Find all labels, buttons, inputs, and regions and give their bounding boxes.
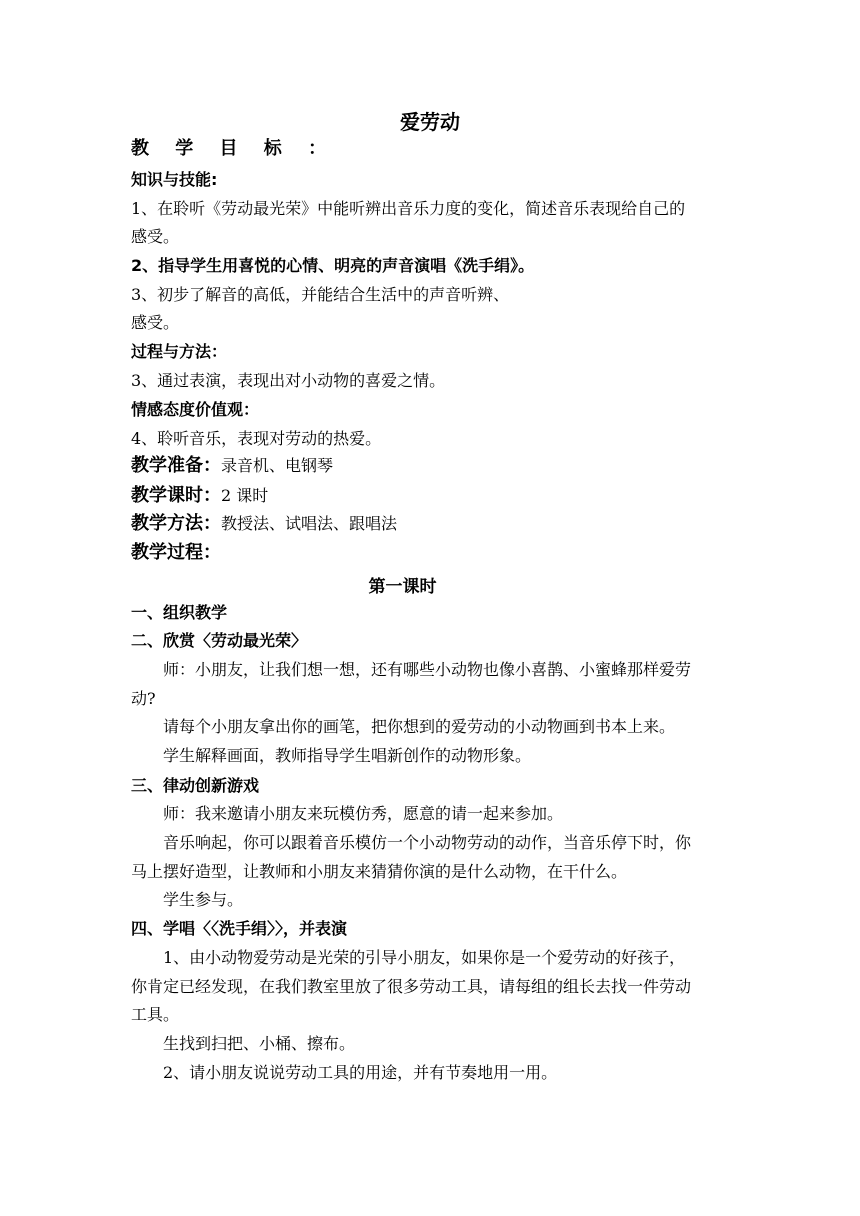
procedure-label: 教学过程：: [131, 542, 221, 563]
prep-label: 教学准备：: [131, 455, 221, 476]
section-4-para-1-line-2: 你肯定已经发现，在我们教室里放了很多劳动工具，请每组的组长去找一件劳动: [131, 977, 692, 996]
section-4-para-3: 2、请小朋友说说劳动工具的用途，并有节奏地用一用。: [163, 1063, 558, 1082]
section-4-heading: 四、学唱〈〈洗手绢〉〉，并表演: [131, 919, 348, 938]
section-2-para-1-line-2: 动?: [131, 689, 156, 708]
emotion-item-4: 4、聆听音乐，表现对劳动的热爱。: [131, 429, 382, 448]
hours-value: 2 课时: [221, 486, 269, 505]
hours-label: 教学课时：: [131, 485, 221, 506]
method-value: 教授法、试唱法、跟唱法: [221, 514, 398, 533]
document-title: 爱劳动: [400, 110, 460, 134]
section-1-heading: 一、组织教学: [131, 603, 228, 622]
method-row: [131, 514, 397, 534]
lesson-1-heading: 第一课时: [368, 577, 437, 597]
knowledge-item-1-line-2: 感受。: [131, 227, 180, 246]
knowledge-item-3-line-2: 感受。: [131, 313, 180, 332]
section-2-para-1-line-1: 师：小朋友，让我们想一想，还有哪些小动物也像小喜鹊、小蜜蜂那样爱劳: [163, 660, 692, 679]
process-heading: 过程与方法：: [131, 342, 228, 361]
method-label: 教学方法：: [131, 513, 221, 534]
hours-row: [131, 486, 268, 506]
section-2-heading: 二、欣赏〈劳动最光荣〉: [131, 631, 308, 650]
section-4-para-1-line-1: 1、由小动物爱劳动是光荣的引导小朋友，如果你是一个爱劳动的好孩子，: [163, 948, 686, 967]
emotion-heading: 情感态度价值观：: [131, 400, 260, 419]
knowledge-item-3-line-1: 3、初步了解音的高低，并能结合生活中的声音听辨、: [131, 285, 510, 304]
objectives-heading: 教 学 目 标 ：: [131, 138, 337, 159]
knowledge-item-1-line-1: 1、在聆听《劳动最光荣》中能听辨出音乐力度的变化，简述音乐表现给自己的: [131, 199, 686, 218]
section-4-para-1-line-3: 工具。: [131, 1005, 180, 1024]
prep-value: 录音机、电钢琴: [221, 456, 334, 475]
section-2-para-2: 请每个小朋友拿出你的画笔，把你想到的爱劳动的小动物画到书本上来。: [163, 717, 676, 736]
section-3-para-1: 师：我来邀请小朋友来玩模仿秀，愿意的请一起来参加。: [163, 804, 564, 823]
section-2-para-3: 学生解释画面，教师指导学生唱新创作的动物形象。: [163, 746, 532, 765]
section-3-para-3: 学生参与。: [163, 890, 244, 909]
knowledge-item-2: 2、指导学生用喜悦的心情、明亮的声音演唱《洗手绢》。: [131, 256, 535, 275]
knowledge-heading: 知识与技能:: [131, 170, 218, 189]
section-3-para-2-line-2: 马上摆好造型，让教师和小朋友来猜猜你演的是什么动物，在干什么。: [131, 862, 628, 881]
section-3-heading: 三、律动创新游戏: [131, 776, 260, 795]
section-4-para-2: 生找到扫把、小桶、擦布。: [163, 1034, 356, 1053]
prep-row: [131, 456, 333, 476]
section-3-para-2-line-1: 音乐响起，你可以跟着音乐模仿一个小动物劳动的动作，当音乐停下时，你: [163, 833, 692, 852]
process-item-3: 3、通过表演，表现出对小动物的喜爱之情。: [131, 371, 446, 390]
